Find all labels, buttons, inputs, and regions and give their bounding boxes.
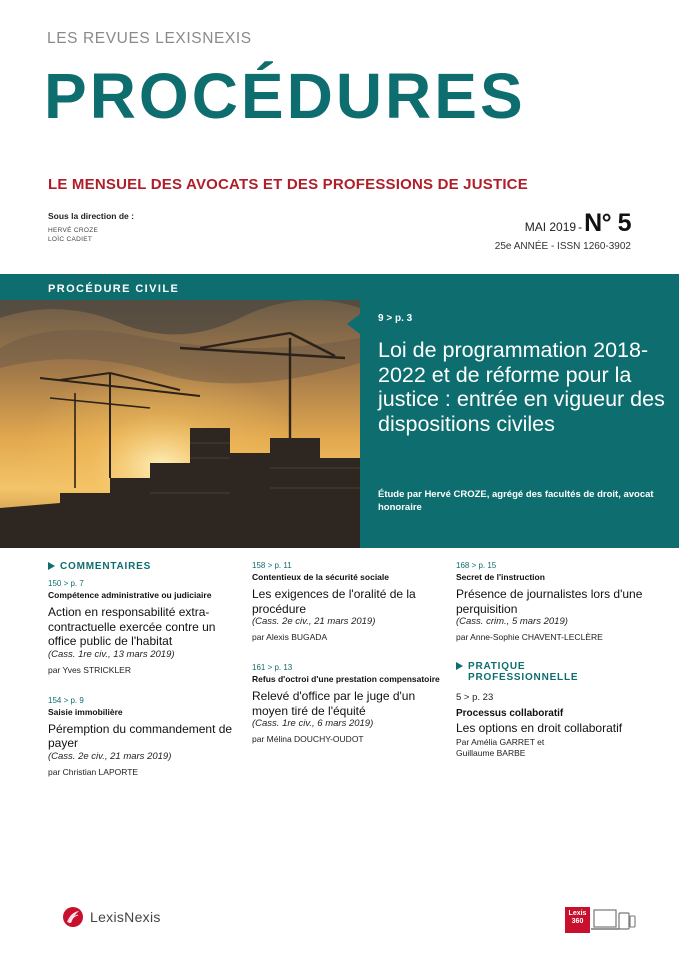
article-author: par Anne-Sophie CHAVENT-LECLÈRE [456, 632, 603, 642]
article-ref: 154 > p. 9 [48, 695, 84, 705]
lexis360-label: Lexis 360 [565, 907, 590, 933]
article-entry[interactable] [48, 696, 238, 778]
triangle-icon [48, 562, 55, 570]
article-ref: 161 > p. 13 [252, 663, 293, 672]
article-citation: (Cass. 1re civ., 6 mars 2019) [252, 718, 374, 729]
section-rubric: PROCÉDURE CIVILE [0, 278, 360, 300]
issue-separator: - [578, 220, 583, 234]
direction-label: Sous la direction de : [48, 211, 134, 221]
article-citation: (Cass. 2e civ., 21 mars 2019) [252, 616, 376, 627]
director-name: LOÏC CADIET [48, 236, 93, 243]
director-name: HERVÉ CROZE [48, 227, 99, 234]
article-author: par Mélina DOUCHY-OUDOT [252, 734, 364, 744]
triangle-icon [456, 662, 463, 670]
article-headline: Les exigences de l'oralité de la procédure [252, 587, 416, 616]
article-headline: Présence de journalistes lors d'une perquisition [456, 587, 643, 616]
editorial-direction [48, 211, 134, 244]
article-author: par Alexis BUGADA [252, 632, 328, 642]
article-headline: Les options en droit collaboratif [456, 721, 623, 735]
article-category: Saisie immobilière [48, 706, 123, 717]
article-entry[interactable] [252, 561, 442, 643]
column-middle [252, 561, 442, 745]
article-category: Contentieux de la sécurité sociale [252, 572, 389, 582]
section-heading [456, 661, 656, 683]
publisher-name: LexisNexis [90, 909, 161, 925]
journal-subtitle: LE MENSUEL DES AVOCATS ET DES PROFESSIONS DE JUSTICE [48, 176, 528, 193]
issue-info [495, 209, 631, 252]
article-ref: 168 > p. 15 [456, 561, 497, 570]
article-author: par Yves STRICKLER [48, 664, 131, 675]
article-ref: 158 > p. 11 [252, 561, 292, 570]
featured-ref: 9 > p. 3 [378, 313, 413, 324]
issue-number: N° 5 [584, 209, 631, 237]
section-label: PRATIQUE PROFESSIONNELLE [468, 661, 579, 683]
construction-cranes-image [0, 278, 360, 548]
article-headline: Relevé d'office par le juge d'un moyen tiré de l'équité [252, 689, 416, 718]
article-author: Par Amélia GARRET et Guillaume BARBE [456, 736, 545, 758]
article-ref: 5 > p. 23 [456, 692, 494, 703]
featured-article[interactable] [0, 278, 679, 548]
featured-author: Étude par Hervé CROZE, agrégé des facultés de droit, avocat honoraire [378, 489, 654, 513]
article-category: Processus collaboratif [456, 708, 564, 719]
article-category: Refus d'octroi d'une prestation compensatoire [252, 674, 440, 684]
article-citation: (Cass. 1re civ., 13 mars 2019) [48, 648, 175, 660]
column-right [456, 561, 656, 759]
section-label: COMMENTAIRES [60, 561, 152, 572]
journal-title: PROCÉDURES [44, 60, 526, 132]
article-citation: (Cass. 2e civ., 21 mars 2019) [48, 750, 172, 762]
article-entry[interactable] [252, 663, 442, 745]
article-entry[interactable] [456, 561, 656, 643]
article-citation: (Cass. crim., 5 mars 2019) [456, 616, 568, 627]
publisher-logo [62, 906, 161, 928]
article-author: par Christian LAPORTE [48, 766, 139, 777]
series-label: LES REVUES LEXISNEXIS [47, 30, 252, 47]
issue-meta: 25e ANNÉE - ISSN 1260-3902 [494, 241, 631, 252]
cover-photo [0, 278, 360, 548]
article-entry[interactable] [48, 579, 238, 676]
issue-date: MAI 2019 [524, 220, 577, 234]
column-commentaires [48, 561, 238, 778]
featured-title: Loi de programmation 2018-2022 et de réforme pour la justice : entrée en vigueur des dispositions civiles [378, 338, 665, 436]
lexisnexis-logo-icon [62, 906, 84, 928]
featured-panel [360, 278, 679, 548]
section-heading [48, 561, 238, 572]
article-category: Secret de l'instruction [456, 572, 545, 582]
devices-icon [590, 907, 636, 933]
article-entry[interactable] [456, 692, 656, 759]
article-ref: 150 > p. 7 [48, 579, 84, 588]
callout-notch [347, 314, 360, 334]
article-headline: Action en responsabilité extra-contractuelle exercée contre un office public de l'habitat [48, 605, 216, 648]
lexis360-badge [565, 907, 636, 933]
article-category: Compétence administrative ou judiciaire [48, 590, 212, 600]
article-headline: Péremption du commandement de payer [48, 721, 233, 750]
